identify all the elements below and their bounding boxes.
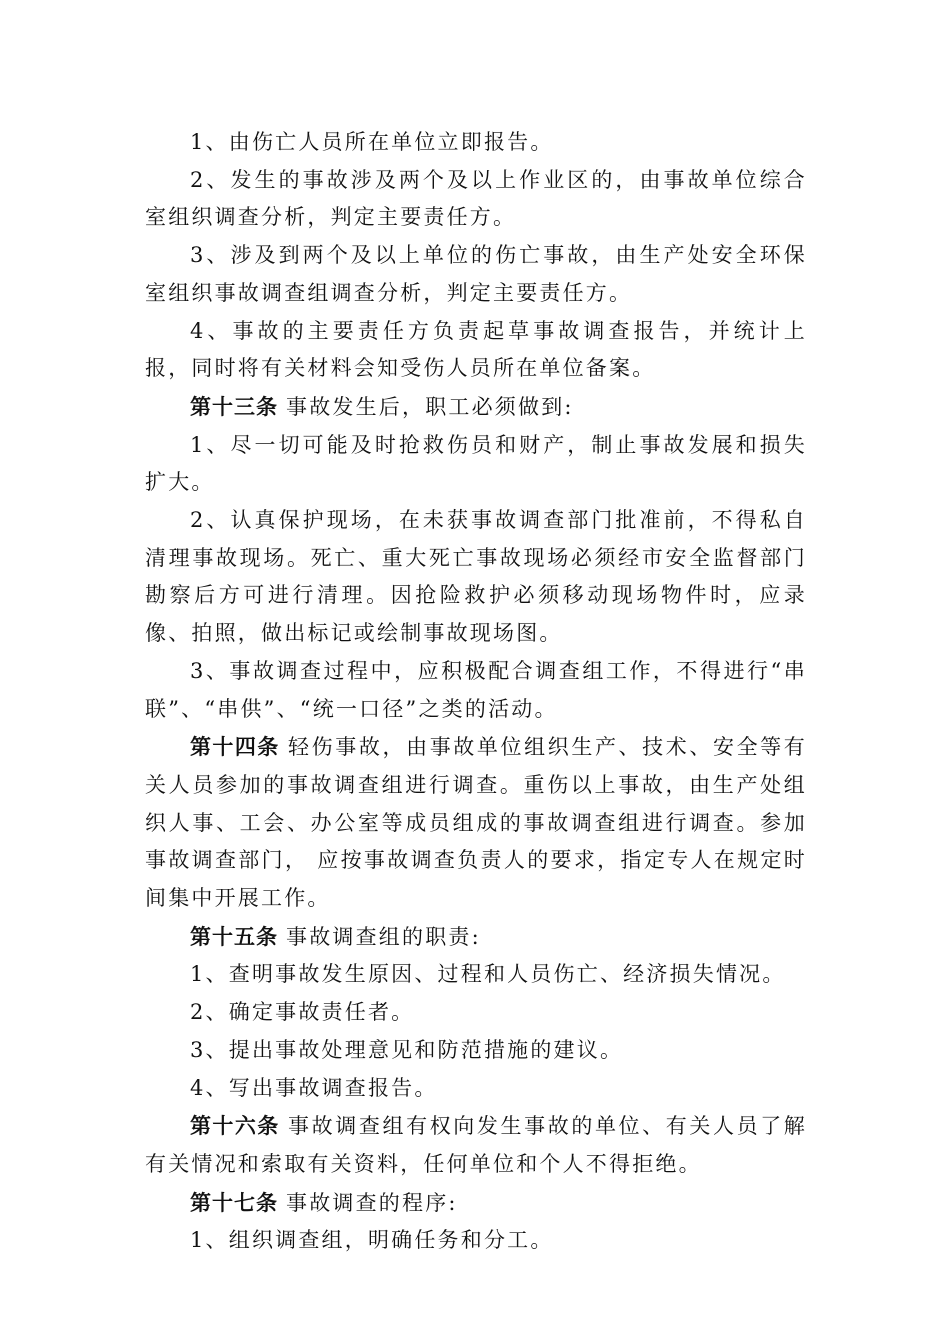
article-14 xyxy=(145,728,807,918)
article-13 xyxy=(145,388,807,427)
list-item: 4、事故的主要责任方负责起草事故调查报告，并统计上报，同时将有关材料会知受伤人员所在单位备案。 xyxy=(145,318,807,381)
list-item: 3、事故调查过程中，应积极配合调查组工作，不得进行“串联”、“串供”、“统一口径”之类的活动。 xyxy=(145,658,807,721)
article-17 xyxy=(145,1184,807,1223)
article-heading: 第十四条 xyxy=(190,734,280,760)
list-item: 1、查明事故发生原因、过程和人员伤亡、经济损失情况。 xyxy=(190,962,786,987)
article-heading: 第十六条 xyxy=(190,1113,280,1139)
list-item: 3、涉及到两个及以上单位的伤亡事故，由生产处安全环保室组织事故调查组调查分析，判定主要责任方。 xyxy=(145,243,807,305)
article-text: 事故发生后，职工必须做到: xyxy=(286,394,574,419)
article-15 xyxy=(145,918,807,957)
list-item: 1、由伤亡人员所在单位立即报告。 xyxy=(190,130,554,154)
list-item: 2、确定事故责任者。 xyxy=(190,1000,415,1025)
list-item: 1、尽一切可能及时抢救伤员和财产，制止事故发展和损失扩大。 xyxy=(145,432,807,495)
list-item: 3、提出事故处理意见和防范措施的建议。 xyxy=(190,1037,624,1062)
article-text: 轻伤事故，由事故单位组织生产、技术、安全等有关人员参加的事故调查组进行调查。重伤以上事故，由生产处组织人事、工会、办公室等成员组成的事故调查组进行调查。参加事故调查部门， 应按事故调查负责人的要求，指定专人在规定时间集中开展工作。 xyxy=(145,735,808,911)
article-heading: 第十七条 xyxy=(190,1189,278,1215)
list-item: 1、组织调查组，明确任务和分工。 xyxy=(190,1228,554,1253)
article-heading: 第十五条 xyxy=(190,923,278,949)
article-16 xyxy=(145,1107,807,1183)
article-text: 事故调查组有权向发生事故的单位、有关人员了解有关情况和索取有关资料，任何单位和个人不得拒绝。 xyxy=(145,1114,808,1176)
article-text: 事故调查组的职责: xyxy=(286,924,481,949)
article-text: 事故调查的程序: xyxy=(286,1190,458,1215)
list-item: 2、发生的事故涉及两个及以上作业区的，由事故单位综合室组织调查分析，判定主要责任方。 xyxy=(145,167,807,230)
list-item: 2、认真保护现场，在未获事故调查部门批准前，不得私自清理事故现场。死亡、重大死亡事故现场必须经市安全监督部门勘察后方可进行清理。因抢险救护必须移动现场物件时，应录像、拍照，做出标记或绘制事故现场图。 xyxy=(145,508,807,646)
article-heading: 第十三条 xyxy=(190,393,278,419)
list-item: 4、写出事故调查报告。 xyxy=(190,1075,438,1100)
document-body xyxy=(145,124,807,1260)
